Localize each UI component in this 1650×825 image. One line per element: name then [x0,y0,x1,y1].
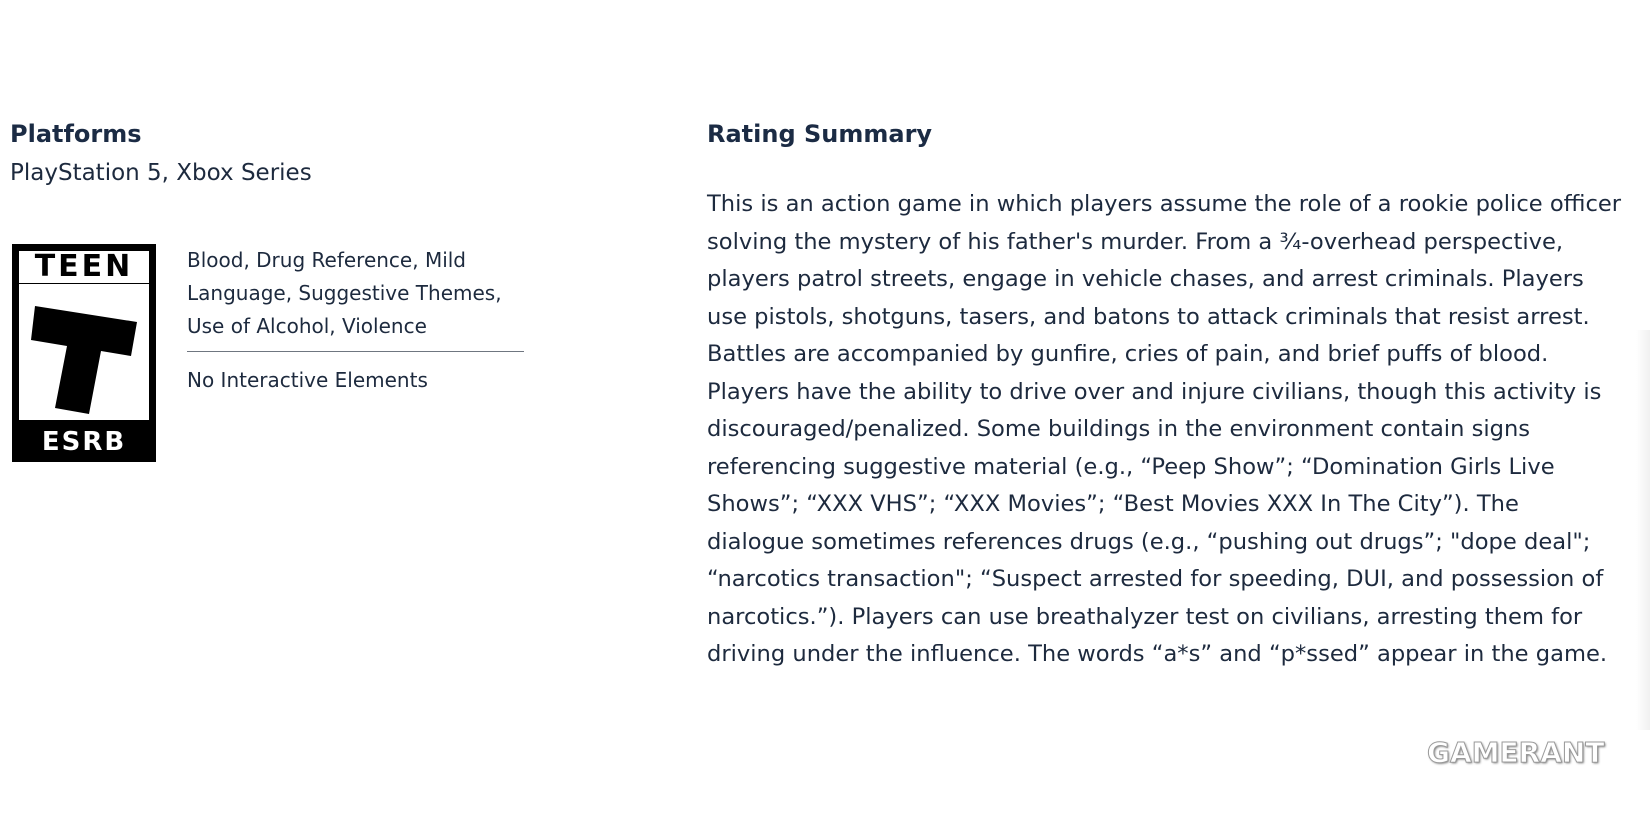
watermark-part-game: GAME [1427,736,1519,769]
esrb-letter-panel [19,284,149,420]
interactive-elements: No Interactive Elements [187,368,428,392]
rating-summary-section [707,118,1627,674]
esrb-t-letter-icon [19,284,149,420]
rating-info-panel [0,108,1650,718]
esrb-rating-top-label: TEEN [34,249,134,284]
esrb-rating-block [12,244,632,464]
content-descriptors: Blood, Drug Reference, Mild Language, Suggestive Themes, Use of Alcohol, Violence [187,248,502,338]
gamerant-watermark-logo [1427,736,1604,769]
esrb-teen-rating-icon [12,244,156,462]
descriptor-divider [187,351,524,352]
platforms-heading: Platforms [10,120,142,148]
platforms-section [10,118,630,188]
rating-summary-heading: Rating Summary [707,120,933,148]
page-edge-shadow [1636,330,1650,730]
platforms-value: PlayStation 5, Xbox Series [10,160,312,186]
rating-summary-text: This is an action game in which players assume the role of a rookie police officer solving the mystery of his father's murder. From a ¾-overhead perspective, players patrol streets, engage in vehicle chases, and arrest criminals. Players use pistols, shotguns, tasers, and batons to attack criminals that resist arrest. Battles are accompanied by gunfire, cries of pain, and brief puffs of blood. Players have the ability to drive over and injure civilians, though this activity is discouraged/penalized. Some buildings in the environment contain signs referencing suggestive material (e.g., “Peep Show”; “Domination Girls Live Shows”; “XXX VHS”; “XXX Movies”; “Best Movies XXX In The City”). The dialogue sometimes references drugs (e.g., “pushing out drugs”; "dope deal"; “narcotics transaction"; “Suspect arrested for speeding, DUI, and possession of narcotics.”). Players can use breathalyzer test on civilians, arresting them for driving under the influence. The words “a*s” and “p*ssed” appear in the game. [707,191,1622,667]
watermark-part-rant: RANT [1518,736,1605,769]
esrb-rating-bottom-label: ESRB [41,427,127,457]
